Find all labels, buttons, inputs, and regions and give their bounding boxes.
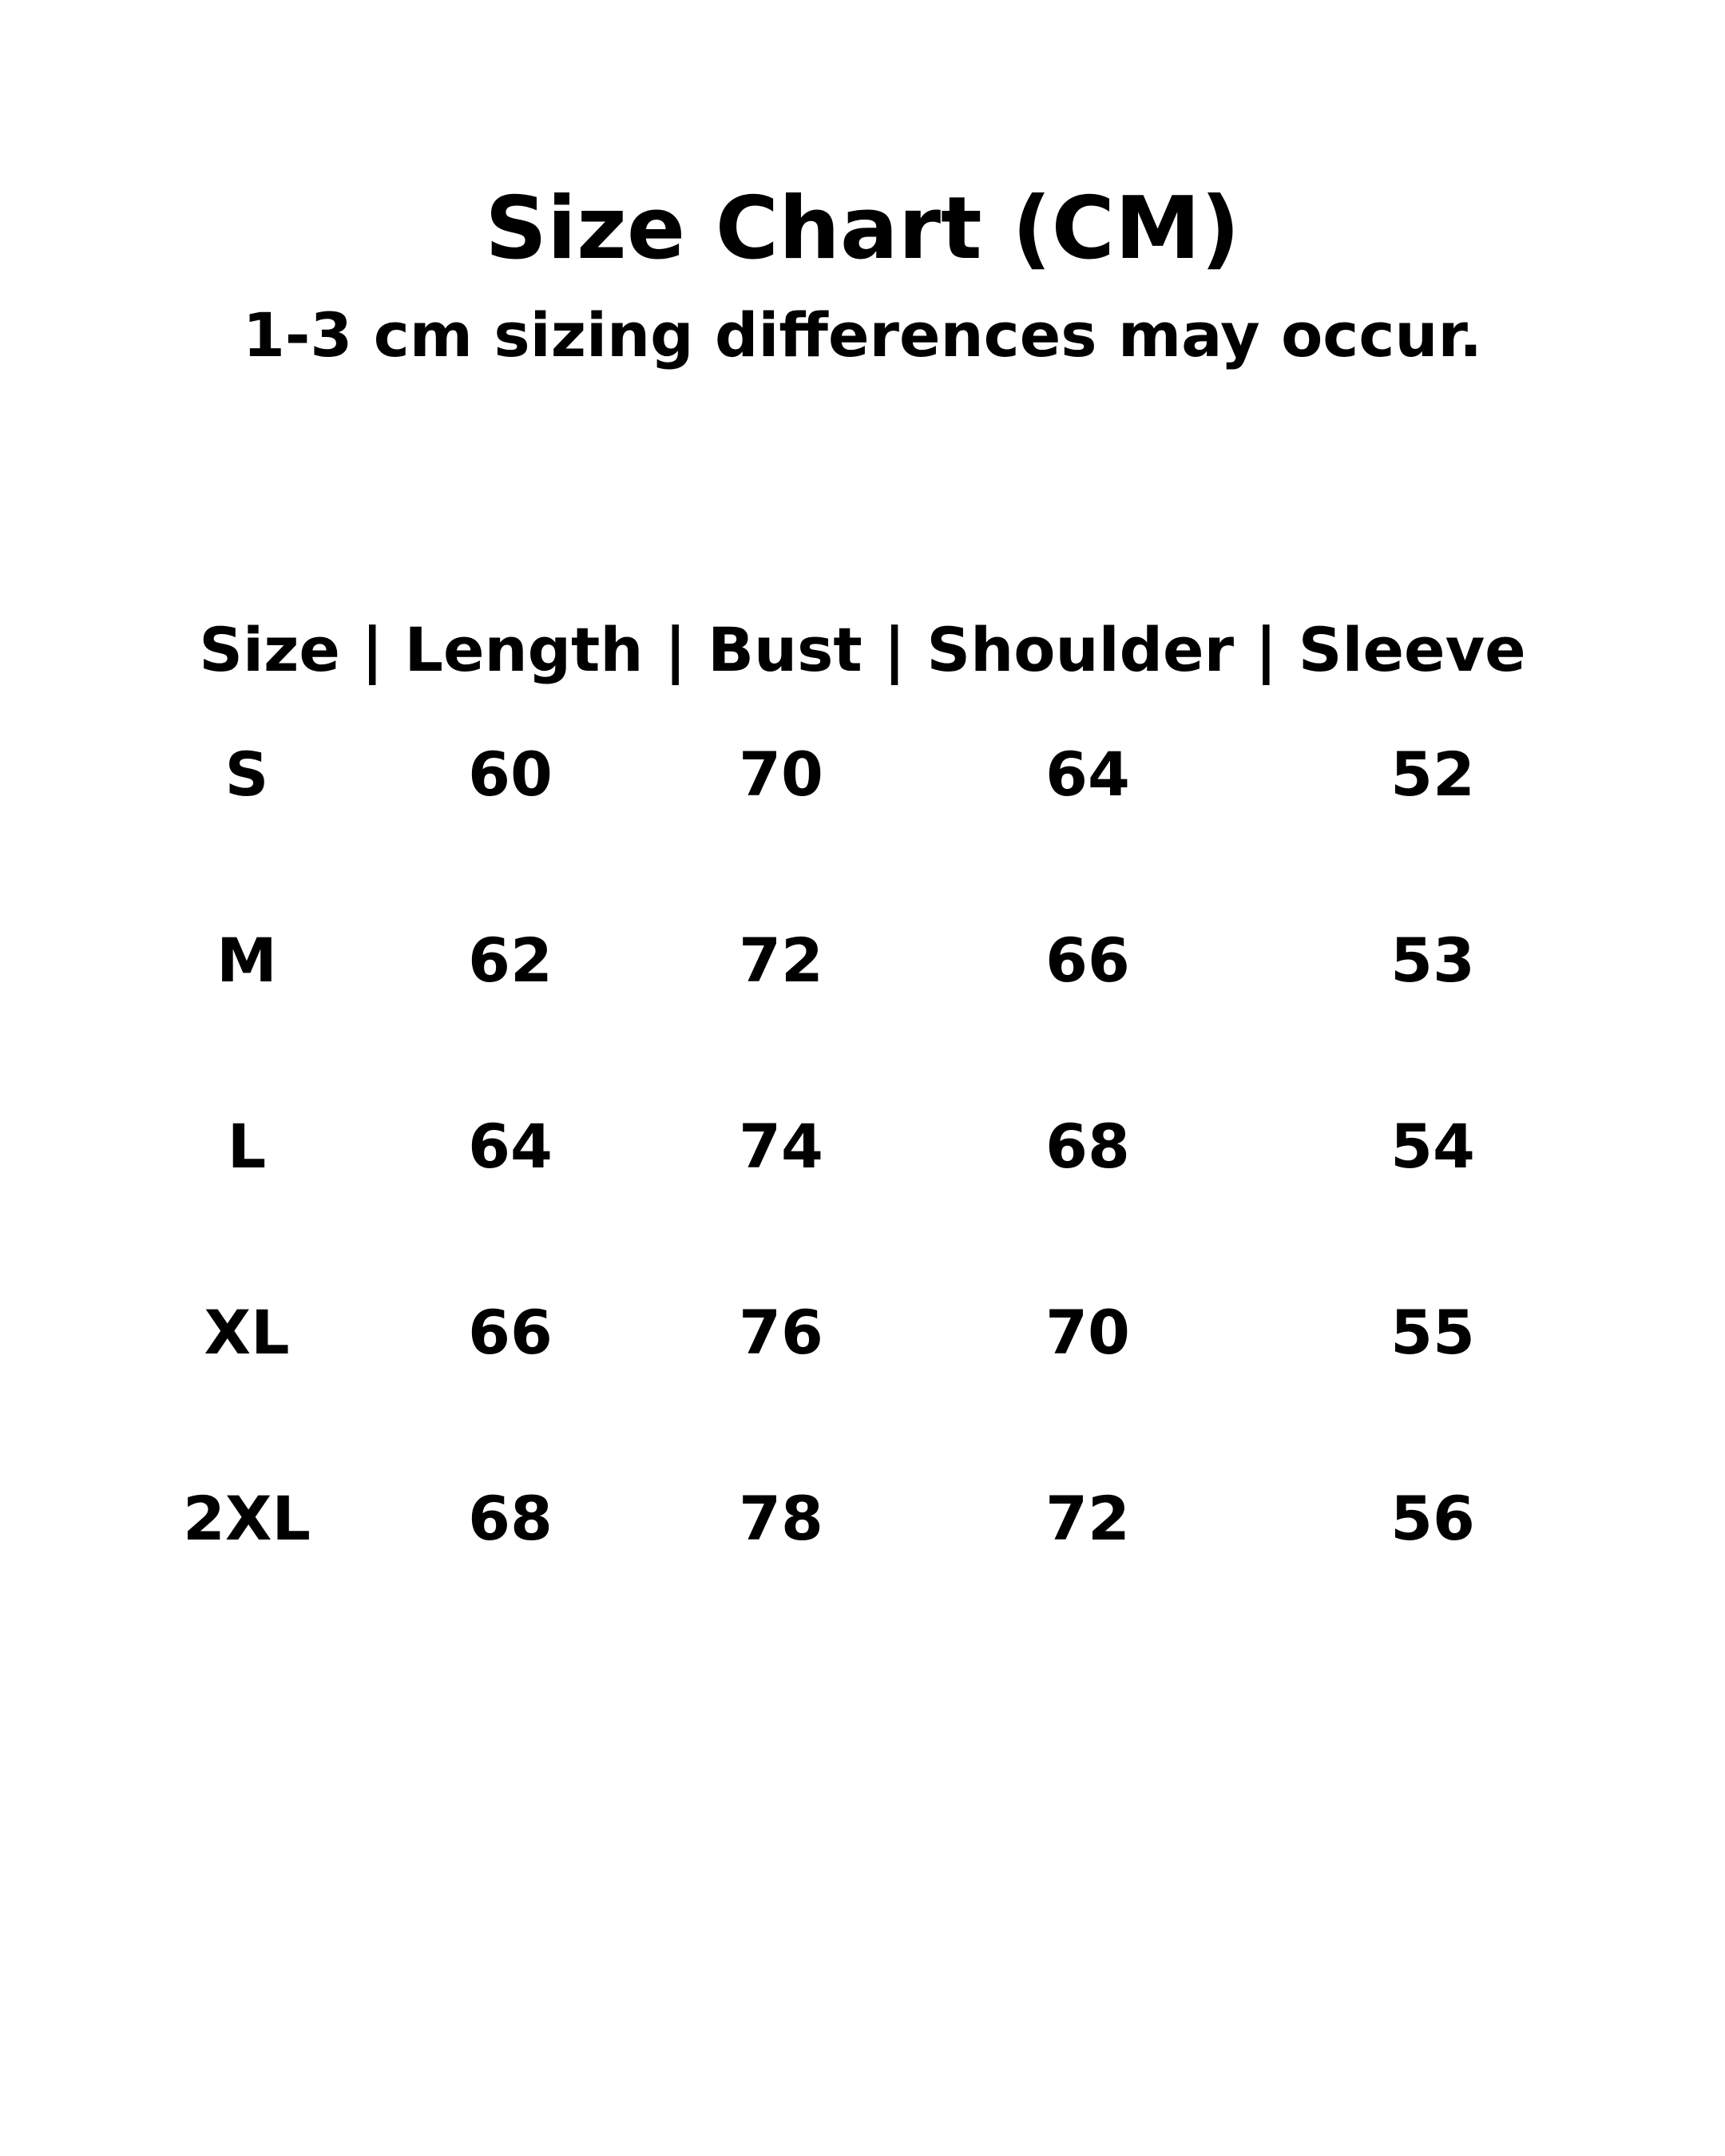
cell-bust: 74: [739, 1111, 823, 1182]
page-subtitle: 1-3 cm sizing differences may occur.: [242, 299, 1483, 371]
cell-sleeve: 52: [1390, 739, 1475, 810]
cell-shoulder: 64: [1045, 739, 1130, 810]
cell-shoulder: 72: [1045, 1483, 1130, 1554]
cell-bust: 76: [739, 1297, 823, 1368]
cell-sleeve: 54: [1390, 1111, 1475, 1182]
cell-length: 64: [468, 1111, 553, 1182]
cell-size: XL: [204, 1297, 290, 1368]
cell-sleeve: 53: [1390, 925, 1475, 996]
cell-shoulder: 70: [1045, 1297, 1130, 1368]
table-row: [0, 1293, 1725, 1373]
cell-length: 62: [468, 925, 553, 996]
page-title: Size Chart (CM): [485, 179, 1240, 279]
table-row: [0, 735, 1725, 814]
table-row: [0, 1107, 1725, 1187]
cell-bust: 70: [739, 739, 823, 810]
table-row: [0, 921, 1725, 1001]
cell-sleeve: 55: [1390, 1297, 1475, 1368]
cell-shoulder: 68: [1045, 1111, 1130, 1182]
cell-length: 60: [468, 739, 553, 810]
cell-sleeve: 56: [1390, 1483, 1475, 1554]
cell-size: S: [224, 739, 269, 810]
cell-size: L: [227, 1111, 267, 1182]
cell-bust: 78: [739, 1483, 823, 1554]
cell-length: 68: [468, 1483, 553, 1554]
cell-size: 2XL: [183, 1483, 311, 1554]
cell-size: M: [216, 925, 277, 996]
cell-shoulder: 66: [1045, 925, 1130, 996]
cell-bust: 72: [739, 925, 823, 996]
table-header: Size | Length | Bust | Shoulder | Sleeve: [199, 614, 1526, 685]
table-row: [0, 1479, 1725, 1559]
cell-length: 66: [468, 1297, 553, 1368]
